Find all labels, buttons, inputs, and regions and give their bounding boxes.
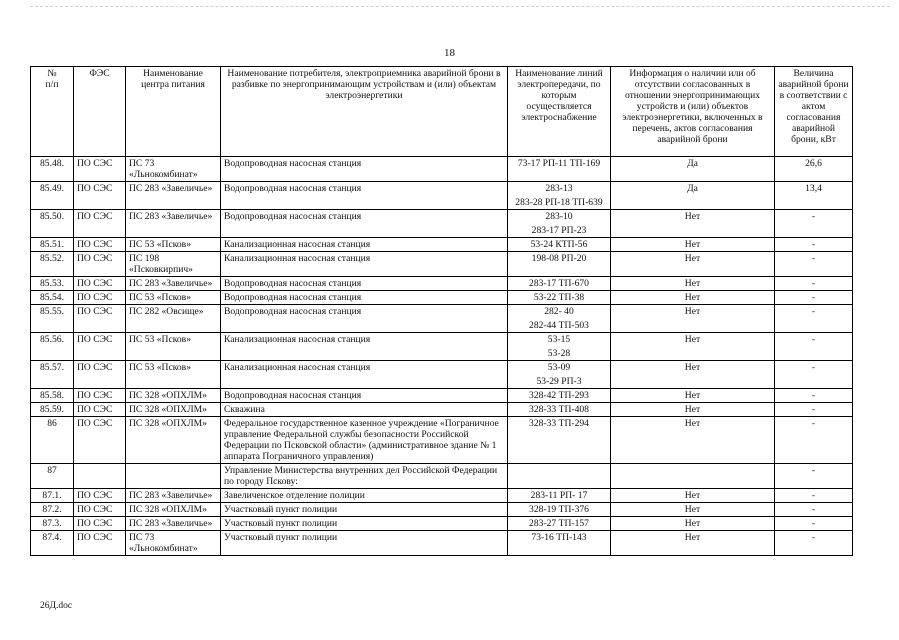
row-lines xyxy=(508,503,611,517)
row-fes: ПО СЭС xyxy=(74,517,126,531)
row-number: 87.2. xyxy=(31,503,74,517)
row-consumer: Канализационная насосная станция xyxy=(221,252,508,277)
row-fes: ПО СЭС xyxy=(74,305,126,333)
row-consumer: Канализационная насосная станция xyxy=(221,238,508,252)
row-consumer: Скважина xyxy=(221,403,508,417)
row-consumer: Завеличенское отделение полиции xyxy=(221,489,508,503)
row-power-center: ПС 328 «ОПХЛМ» xyxy=(126,403,221,417)
row-consumer: Водопроводная насосная станция xyxy=(221,291,508,305)
line-entry: 53-15 xyxy=(547,334,571,345)
row-number: 85.48. xyxy=(31,157,74,182)
row-number: 85.53. xyxy=(31,277,74,291)
header-number: № п/п xyxy=(31,67,74,157)
line-entry: 283-27 ТП-157 xyxy=(529,518,589,529)
row-power-center: ПС 73 «Льнокомбинат» xyxy=(126,157,221,182)
row-reserve-value: - xyxy=(775,464,853,489)
table-row xyxy=(31,361,853,389)
line-entry: 53-28 xyxy=(547,348,571,359)
row-consumer: Водопроводная насосная станция xyxy=(221,305,508,333)
row-reserve-value: - xyxy=(775,333,853,361)
row-lines xyxy=(508,361,611,389)
row-fes: ПО СЭС xyxy=(74,531,126,556)
row-reserve-value: - xyxy=(775,389,853,403)
row-reserve-value: 13,4 xyxy=(775,182,853,210)
row-lines xyxy=(508,157,611,182)
table-row xyxy=(31,389,853,403)
row-agreement-info: Нет xyxy=(611,333,775,361)
row-number: 85.49. xyxy=(31,182,74,210)
row-lines xyxy=(508,291,611,305)
row-reserve-value: - xyxy=(775,361,853,389)
row-power-center: ПС 328 «ОПХЛМ» xyxy=(126,503,221,517)
row-power-center: ПС 283 «Завеличье» xyxy=(126,489,221,503)
row-fes: ПО СЭС xyxy=(74,503,126,517)
line-entry: 53-29 РП-3 xyxy=(536,376,582,387)
row-agreement-info: Да xyxy=(611,182,775,210)
row-power-center: ПС 53 «Псков» xyxy=(126,291,221,305)
table-row xyxy=(31,489,853,503)
table-row xyxy=(31,531,853,556)
line-entry: 282-44 ТП-503 xyxy=(529,320,589,331)
line-entry: 328-33 ТП-408 xyxy=(529,404,589,415)
row-reserve-value: - xyxy=(775,489,853,503)
row-power-center: ПС 53 «Псков» xyxy=(126,333,221,361)
row-consumer: Федеральное государственное казенное учреждение «Пограничное управление Федеральной службы безопасности Российской Федерации по Псковской области» (административное здание № 1 аппарата Пограничного управления) xyxy=(221,417,508,464)
row-fes: ПО СЭС xyxy=(74,389,126,403)
row-fes: ПО СЭС xyxy=(74,238,126,252)
row-reserve-value: - xyxy=(775,305,853,333)
table-row xyxy=(31,305,853,333)
row-power-center: ПС 198 «Псковкирпич» xyxy=(126,252,221,277)
row-agreement-info: Нет xyxy=(611,361,775,389)
row-number: 85.59. xyxy=(31,403,74,417)
line-entry: 283-17 РП-23 xyxy=(531,225,587,236)
table-row xyxy=(31,252,853,277)
row-power-center: ПС 328 «ОПХЛМ» xyxy=(126,389,221,403)
row-power-center: ПС 283 «Завеличье» xyxy=(126,277,221,291)
row-lines xyxy=(508,238,611,252)
table-row xyxy=(31,157,853,182)
table-row xyxy=(31,517,853,531)
row-power-center: ПС 328 «ОПХЛМ» xyxy=(126,417,221,464)
line-entry: 328-42 ТП-293 xyxy=(529,390,589,401)
line-entry: 283-28 РП-18 ТП-639 xyxy=(515,197,603,208)
row-reserve-value: - xyxy=(775,517,853,531)
row-consumer: Участковый пункт полиции xyxy=(221,517,508,531)
row-fes: ПО СЭС xyxy=(74,291,126,305)
row-number: 85.52. xyxy=(31,252,74,277)
row-lines xyxy=(508,389,611,403)
row-number: 85.57. xyxy=(31,361,74,389)
row-agreement-info: Нет xyxy=(611,517,775,531)
table-row xyxy=(31,503,853,517)
table-row xyxy=(31,333,853,361)
row-reserve-value: - xyxy=(775,252,853,277)
row-lines xyxy=(508,403,611,417)
row-lines xyxy=(508,531,611,556)
row-number: 85.51. xyxy=(31,238,74,252)
row-consumer: Управление Министерства внутренних дел Российской Федерации по городу Пскову: xyxy=(221,464,508,489)
row-number: 85.50. xyxy=(31,210,74,238)
row-agreement-info: Нет xyxy=(611,531,775,556)
table-row xyxy=(31,291,853,305)
row-agreement-info: Нет xyxy=(611,210,775,238)
row-agreement-info: Нет xyxy=(611,238,775,252)
table-row xyxy=(31,277,853,291)
row-fes: ПО СЭС xyxy=(74,489,126,503)
row-lines xyxy=(508,489,611,503)
row-fes: ПО СЭС xyxy=(74,403,126,417)
row-lines xyxy=(508,252,611,277)
page-number: 18 xyxy=(444,47,455,59)
line-entry: 73-17 РП-11 ТП-169 xyxy=(517,158,601,169)
row-consumer: Водопроводная насосная станция xyxy=(221,182,508,210)
row-fes: ПО СЭС xyxy=(74,252,126,277)
row-agreement-info: Нет xyxy=(611,489,775,503)
row-fes: ПО СЭС xyxy=(74,277,126,291)
header-lines: Наименование линий электропередачи, по которым осуществляется электроснабжение xyxy=(508,67,611,157)
row-consumer: Канализационная насосная станция xyxy=(221,333,508,361)
row-number: 85.55. xyxy=(31,305,74,333)
header-power-center: Наименование центра питания xyxy=(126,67,221,157)
table-header-row xyxy=(31,67,853,157)
line-entry: 282- 40 xyxy=(544,306,574,317)
row-reserve-value: - xyxy=(775,503,853,517)
row-lines xyxy=(508,210,611,238)
row-fes: ПО СЭС xyxy=(74,417,126,464)
row-reserve-value: - xyxy=(775,238,853,252)
row-power-center xyxy=(126,464,221,489)
row-agreement-info: Нет xyxy=(611,305,775,333)
row-agreement-info: Нет xyxy=(611,389,775,403)
row-reserve-value: - xyxy=(775,403,853,417)
row-number: 85.54. xyxy=(31,291,74,305)
table-row xyxy=(31,210,853,238)
row-agreement-info: Нет xyxy=(611,277,775,291)
row-fes: ПО СЭС xyxy=(74,182,126,210)
row-agreement-info: Нет xyxy=(611,503,775,517)
table-row xyxy=(31,403,853,417)
table-row xyxy=(31,238,853,252)
row-number: 85.58. xyxy=(31,389,74,403)
header-reserve-value: Величина аварийной брони в соответствии с актом согласования аварийной брони, кВт xyxy=(775,67,853,157)
row-lines xyxy=(508,277,611,291)
row-lines xyxy=(508,464,611,489)
row-consumer: Водопроводная насосная станция xyxy=(221,277,508,291)
row-number: 87.4. xyxy=(31,531,74,556)
footer-filename: 26Д.doc xyxy=(40,601,73,611)
row-consumer: Водопроводная насосная станция xyxy=(221,157,508,182)
line-entry: 53-09 xyxy=(547,362,571,373)
table-row xyxy=(31,182,853,210)
line-entry: 53-24 КТП-56 xyxy=(530,239,588,250)
line-entry: 198-08 РП-20 xyxy=(531,253,587,264)
row-number: 87.1. xyxy=(31,489,74,503)
row-power-center: ПС 53 «Псков» xyxy=(126,361,221,389)
header-agreement-info: Информация о наличии или об отсутствии согласованных в отношении энергопринимающих устройств и (или) объектов электроэнергетики, включенных в перечень, актов согласования аварийной брони xyxy=(611,67,775,157)
row-lines xyxy=(508,305,611,333)
row-fes: ПО СЭС xyxy=(74,333,126,361)
row-power-center: ПС 283 «Завеличье» xyxy=(126,517,221,531)
row-consumer: Водопроводная насосная станция xyxy=(221,210,508,238)
line-entry: 283-13 xyxy=(545,183,573,194)
row-consumer: Канализационная насосная станция xyxy=(221,361,508,389)
row-consumer: Участковый пункт полиции xyxy=(221,503,508,517)
row-agreement-info: Нет xyxy=(611,403,775,417)
row-fes: ПО СЭС xyxy=(74,361,126,389)
row-power-center: ПС 73 «Льнокомбинат» xyxy=(126,531,221,556)
row-agreement-info: Да xyxy=(611,157,775,182)
row-power-center: ПС 283 «Завеличье» xyxy=(126,210,221,238)
scan-artifact-line xyxy=(30,6,890,7)
row-power-center: ПС 283 «Завеличье» xyxy=(126,182,221,210)
row-number: 86 xyxy=(31,417,74,464)
row-reserve-value: - xyxy=(775,277,853,291)
row-reserve-value: - xyxy=(775,291,853,305)
line-entry: 283-10 xyxy=(545,211,573,222)
row-number: 85.56. xyxy=(31,333,74,361)
line-entry: 328-33 ТП-294 xyxy=(529,418,589,429)
reserve-table xyxy=(30,66,853,556)
row-number: 87 xyxy=(31,464,74,489)
row-reserve-value: - xyxy=(775,210,853,238)
table-row xyxy=(31,464,853,489)
row-number: 87.3. xyxy=(31,517,74,531)
line-entry: 283-11 РП- 17 xyxy=(530,490,588,501)
row-fes: ПО СЭС xyxy=(74,210,126,238)
row-agreement-info xyxy=(611,464,775,489)
row-power-center: ПС 282 «Овсище» xyxy=(126,305,221,333)
row-lines xyxy=(508,417,611,464)
row-lines xyxy=(508,517,611,531)
table-row xyxy=(31,417,853,464)
row-agreement-info: Нет xyxy=(611,417,775,464)
header-consumer: Наименование потребителя, электроприемника аварийной брони в разбивке по энергопринимающим устройствам и (или) объектам электроэнергетики xyxy=(221,67,508,157)
line-entry: 283-17 ТП-670 xyxy=(529,278,589,289)
row-lines xyxy=(508,182,611,210)
table-body xyxy=(31,157,853,556)
row-fes: ПО СЭС xyxy=(74,157,126,182)
row-fes xyxy=(74,464,126,489)
line-entry: 53-22 ТП-38 xyxy=(533,292,585,303)
row-reserve-value: - xyxy=(775,417,853,464)
row-consumer: Водопроводная насосная станция xyxy=(221,389,508,403)
row-lines xyxy=(508,333,611,361)
row-consumer: Участковый пункт полиции xyxy=(221,531,508,556)
row-reserve-value: - xyxy=(775,531,853,556)
row-reserve-value: 26,6 xyxy=(775,157,853,182)
row-agreement-info: Нет xyxy=(611,252,775,277)
row-agreement-info: Нет xyxy=(611,291,775,305)
line-entry: 328-19 ТП-376 xyxy=(529,504,589,515)
row-power-center: ПС 53 «Псков» xyxy=(126,238,221,252)
header-fes: ФЭС xyxy=(74,67,126,157)
line-entry: 73-16 ТП-143 xyxy=(531,532,587,543)
